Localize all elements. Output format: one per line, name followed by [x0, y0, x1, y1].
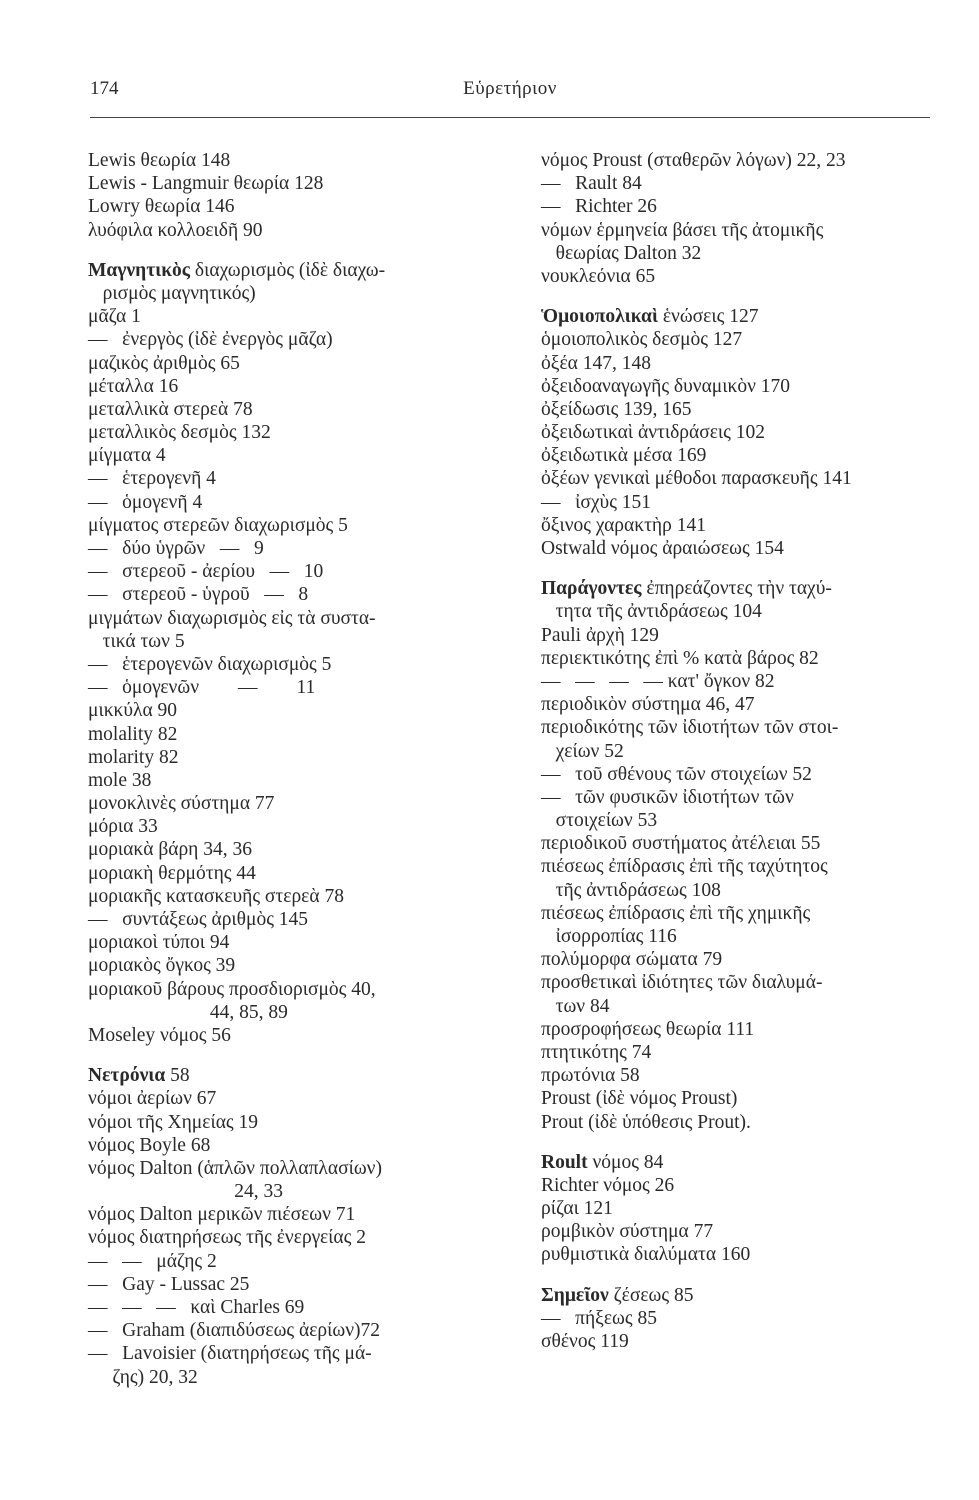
index-entry: — — — καὶ Charles 69: [88, 1297, 305, 1318]
index-entry: πτητικότης 74: [541, 1041, 652, 1063]
index-entry: 44, 85, 89: [88, 1001, 288, 1023]
index-entry: — στερεοῦ - ὑγροῦ — 8: [88, 584, 309, 606]
index-entry: [541, 288, 941, 305]
index-entry: περιοδικὸν σύστημα 46, 47: [541, 694, 755, 716]
index-entry: νόμοι τῆς Χημείας 19: [88, 1111, 259, 1133]
index-entry: νόμος Proust (σταθερῶν λόγων) 22, 23: [541, 150, 846, 171]
index-entry: μοριακοῦ βάρους προσδιορισμὸς 40,: [88, 978, 376, 1000]
page-number: 174: [90, 78, 119, 99]
index-entry: ρισμὸς μαγνητικός): [88, 282, 256, 304]
index-entry: μᾶζα 1: [88, 306, 141, 328]
index-entry: Moseley νόμος 56: [88, 1024, 231, 1046]
index-entry: Proust (ἰδὲ νόμος Proust): [541, 1088, 738, 1110]
index-entry: μοριακὸς ὄγκος 39: [88, 955, 236, 977]
index-entry: ὄξινος χαρακτὴρ 141: [541, 514, 706, 536]
index-entry: — Gay - Lussac 25: [88, 1273, 250, 1295]
index-entry: — ἰσχὺς 151: [541, 491, 652, 513]
index-entry: μέταλλα 16: [88, 375, 179, 397]
index-entry: — Graham (διαπιδύσεως ἀερίων)72: [88, 1320, 381, 1342]
index-entry: — στερεοῦ - ἀερίου — 10: [88, 561, 324, 583]
index-entry: μοριακὰ βάρη 34, 36: [88, 839, 253, 861]
index-entry: — ὁμογενῆ 4: [88, 491, 203, 513]
index-entry: χείων 52: [541, 740, 624, 762]
index-entry: νόμοι ἀερίων 67: [88, 1088, 217, 1110]
index-entry: [541, 1134, 941, 1151]
index-entry: νόμος Dalton (ἁπλῶν πολλαπλασίων): [88, 1157, 382, 1179]
index-entry: ὁμοιοπολικὸς δεσμὸς 127: [541, 329, 743, 351]
index-entry: μεταλλικὸς δεσμὸς 132: [88, 422, 271, 444]
index-column-right: [541, 149, 941, 1353]
index-entry: ὀξέων γενικαὶ μέθοδοι παρασκευῆς 141: [541, 468, 852, 490]
index-entry: ρομβικὸν σύστημα 77: [541, 1221, 714, 1243]
index-entry: περιεκτικότης ἐπὶ % κατὰ βάρος 82: [541, 647, 819, 669]
index-entry: Μαγνητικὸς διαχωρισμὸς (ἰδὲ διαχω-: [88, 259, 386, 281]
index-entry: νόμων ἑρμηνεία βάσει τῆς ἀτομικῆς: [541, 219, 824, 241]
index-entry: περιοδικότης τῶν ἰδιοτήτων τῶν στοι-: [541, 717, 839, 739]
index-entry: Pauli ἀρχὴ 129: [541, 624, 659, 646]
index-entry: Παράγοντες ἐπηρεάζοντες τὴν ταχύ-: [541, 578, 832, 600]
index-entry: molality 82: [88, 723, 178, 745]
index-entry: — τοῦ σθένους τῶν στοιχείων 52: [541, 763, 812, 785]
index-entry: μαζικὸς ἀριθμὸς 65: [88, 352, 240, 374]
index-entry: molarity 82: [88, 746, 179, 768]
index-entry: — πήξεως 85: [541, 1307, 657, 1329]
index-entry: νόμος διατηρήσεως τῆς ἐνεργείας 2: [88, 1227, 366, 1249]
page-header: [90, 78, 930, 108]
index-entry: τικά των 5: [88, 630, 185, 652]
index-entry: — δύο ὑγρῶν — 9: [88, 538, 264, 559]
index-entry: θεωρίας Dalton 32: [541, 242, 702, 264]
index-entry: [88, 1047, 488, 1064]
index-entry: — Rault 84: [541, 173, 642, 195]
index-entry: των 84: [541, 995, 610, 1017]
index-entry: Richter νόμος 26: [541, 1174, 675, 1196]
index-entry: — συντάξεως ἀριθμὸς 145: [88, 909, 309, 930]
index-entry: Roult νόμος 84: [541, 1151, 664, 1173]
index-entry: λυόφιλα κολλοειδῆ 90: [88, 219, 263, 241]
index-entry: Νετρόνια 58: [88, 1065, 190, 1087]
index-entry: Prout (ἰδὲ ὑπόθεσις Prout).: [541, 1111, 751, 1133]
index-entry: — ὁμογενῶν — 11: [88, 677, 316, 699]
index-entry: νουκλεόνια 65: [541, 265, 656, 287]
index-entry: ὀξειδωτικαὶ ἀντιδράσεις 102: [541, 422, 766, 444]
index-entry: ζης) 20, 32: [88, 1366, 198, 1388]
index-entry: μίγματος στερεῶν διαχωρισμὸς 5: [88, 514, 348, 536]
index-entry: μόρια 33: [88, 816, 158, 838]
index-entry: στοιχείων 53: [541, 810, 658, 832]
index-entry: [88, 242, 488, 259]
index-entry: Lewis - Langmuir θεωρία 128: [88, 173, 324, 195]
index-entry: ρίζαι 121: [541, 1198, 613, 1220]
index-entry: σθένος 119: [541, 1331, 629, 1352]
index-entry: πρωτόνια 58: [541, 1065, 640, 1087]
header-rule: [90, 117, 930, 118]
index-entry: προσθετικαὶ ἰδιότητες τῶν διαλυμά-: [541, 972, 823, 994]
index-entry: mole 38: [88, 769, 152, 791]
index-entry: νόμος Dalton μερικῶν πιέσεων 71: [88, 1204, 356, 1226]
index-entry: — — μάζης 2: [88, 1250, 217, 1272]
index-entry: πιέσεως ἐπίδρασις ἐπὶ τῆς χημικῆς: [541, 902, 811, 924]
index-entry: μικκύλα 90: [88, 700, 178, 722]
index-entry: μοριακὴ θερμότης 44: [88, 862, 256, 884]
index-entry: Ὁμοιοπολικαὶ ἑνώσεις 127: [541, 306, 759, 328]
index-entry: μίγματα 4: [88, 445, 166, 467]
index-entry: — ἑτερογενῶν διαχωρισμὸς 5: [88, 653, 332, 675]
index-entry: Lowry θεωρία 146: [88, 196, 235, 218]
index-entry: — ἑτερογενῆ 4: [88, 468, 216, 490]
index-entry: μιγμάτων διαχωρισμὸς εἰς τὰ συστα-: [88, 607, 376, 629]
index-entry: — — — — κατ' ὄγκον 82: [541, 670, 775, 692]
running-title: Εὑρετήριον: [463, 78, 557, 99]
index-entry: ὀξέα 147, 148: [541, 352, 651, 374]
index-column-left: [88, 149, 488, 1389]
index-entry: [541, 1267, 941, 1284]
index-entry: [541, 560, 941, 577]
index-entry: Lewis θεωρία 148: [88, 150, 231, 171]
index-entry: ὀξείδωσις 139, 165: [541, 398, 692, 420]
index-entry: μοριακῆς κατασκευῆς στερεὰ 78: [88, 885, 344, 907]
index-entry: προσροφήσεως θεωρία 111: [541, 1018, 755, 1040]
index-entry: — Lavoisier (διατηρήσεως τῆς μά-: [88, 1343, 372, 1365]
index-entry: μεταλλικὰ στερεὰ 78: [88, 398, 253, 420]
index-entry: Σημεῖον ζέσεως 85: [541, 1284, 694, 1306]
index-entry: Ostwald νόμος ἀραιώσεως 154: [541, 538, 784, 559]
index-entry: πιέσεως ἐπίδρασις ἐπὶ τῆς ταχύτητος: [541, 856, 828, 878]
index-entry: τητα τῆς ἀντιδράσεως 104: [541, 601, 762, 623]
index-entry: τῆς ἀντιδράσεως 108: [541, 879, 721, 901]
index-entry: ὀξειδοαναγωγῆς δυναμικὸν 170: [541, 375, 791, 397]
index-entry: ρυθμιστικὰ διαλύματα 160: [541, 1244, 751, 1266]
index-entry: ἰσορροπίας 116: [541, 926, 677, 947]
index-entry: μονοκλινὲς σύστημα 77: [88, 793, 275, 815]
index-entry: — τῶν φυσικῶν ἰδιοτήτων τῶν: [541, 786, 794, 808]
index-entry: μοριακοὶ τύποι 94: [88, 932, 230, 954]
index-entry: — Richter 26: [541, 196, 657, 218]
index-entry: πολύμορφα σώματα 79: [541, 949, 723, 971]
index-entry: 24, 33: [88, 1181, 283, 1203]
index-entry: — ἐνεργὸς (ἰδὲ ἐνεργὸς μᾶζα): [88, 329, 333, 351]
index-entry: περιοδικοῦ συστήματος ἀτέλειαι 55: [541, 833, 821, 855]
index-entry: νόμος Boyle 68: [88, 1134, 211, 1156]
index-entry: ὀξειδωτικὰ μέσα 169: [541, 445, 707, 467]
